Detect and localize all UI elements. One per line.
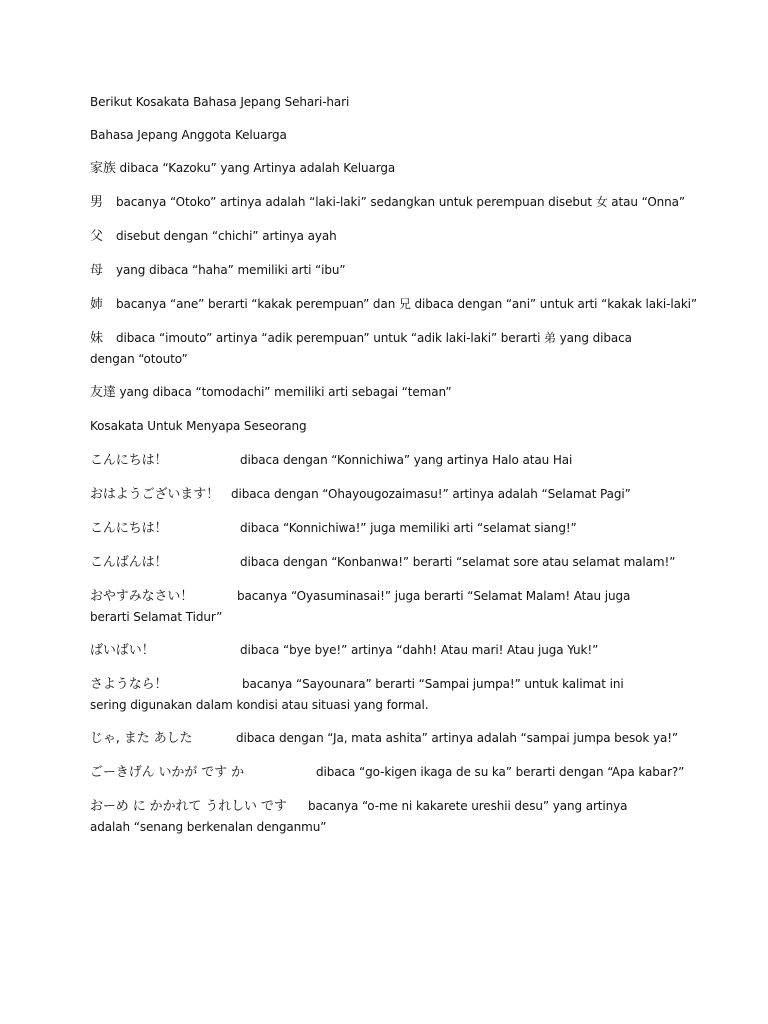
family-entry xyxy=(90,382,738,403)
meaning-text: dibaca “Kazoku” yang Artinya adalah Keluarga xyxy=(115,161,396,175)
family-entry xyxy=(90,328,656,369)
family-entry xyxy=(90,226,738,247)
section-title-greetings: Kosakata Untuk Menyapa Seseorang xyxy=(90,419,307,433)
greeting-entry xyxy=(90,586,658,627)
japanese-term: 男 xyxy=(90,195,103,210)
japanese-term: 友達 xyxy=(90,385,116,400)
meaning-text: bacanya “Oyasuminasai!” juga berarti “Selamat Malam! Atau juga berarti Selamat Tidur” xyxy=(90,589,631,624)
japanese-term: 妹 xyxy=(90,331,103,346)
meaning-text: dibaca “Konnichiwa!” juga memiliki arti “selamat siang!” xyxy=(240,521,577,535)
japanese-term: ごーきげん いかが です か xyxy=(90,765,244,780)
japanese-term: こんばんは！ xyxy=(90,555,168,570)
meaning-text: dibaca dengan “Konbanwa!” berarti “selamat sore atau selamat malam!” xyxy=(240,555,676,569)
meaning-text: dibaca “imouto” artinya “adik perempuan” untuk “adik laki-laki” berarti 弟 yang dibaca dengan “otouto” xyxy=(90,331,632,366)
japanese-term: ばいばい！ xyxy=(90,643,155,658)
greeting-entry xyxy=(90,552,738,573)
japanese-term: こんにちは！ xyxy=(90,521,168,536)
meaning-text: bacanya “Sayounara” berarti “Sampai jumpa!” untuk kalimat ini sering digunakan dalam kondisi atau situasi yang formal. xyxy=(90,677,624,712)
japanese-term: 父 xyxy=(90,229,103,244)
meaning-text: dibaca dengan “Ohayougozaimasu!” artinya adalah “Selamat Pagi” xyxy=(231,487,631,501)
japanese-term: おーめ に かかれて うれしい です xyxy=(90,799,287,814)
japanese-term: 母 xyxy=(90,263,103,278)
meaning-text: dibaca “bye bye!” artinya “dahh! Atau mari! Atau juga Yuk!” xyxy=(240,643,599,657)
japanese-term: こんにちは！ xyxy=(90,453,168,468)
meaning-text: yang dibaca “haha” memiliki arti “ibu” xyxy=(116,263,346,277)
meaning-text: dibaca dengan “Konnichiwa” yang artinya Halo atau Hai xyxy=(240,453,573,467)
greeting-entry xyxy=(90,796,656,837)
meaning-text: dibaca dengan “Ja, mata ashita” artinya adalah “sampai jumpa besok ya!” xyxy=(236,731,679,745)
greeting-entry xyxy=(90,762,738,783)
japanese-term: おはようございます！ xyxy=(90,487,220,502)
family-entry xyxy=(90,192,738,213)
japanese-term: おやすみなさい！ xyxy=(90,589,194,604)
greeting-entry xyxy=(90,674,646,715)
section-title-family: Bahasa Jepang Anggota Keluarga xyxy=(90,128,287,142)
meaning-text: dibaca “go-kigen ikaga de su ka” berarti dengan “Apa kabar?” xyxy=(316,765,685,779)
family-entry xyxy=(90,294,738,315)
japanese-term: 家族 xyxy=(90,161,116,176)
japanese-term: さようなら！ xyxy=(90,677,168,692)
japanese-term: じゃ, また あした xyxy=(90,731,193,746)
family-entry xyxy=(90,260,738,281)
meaning-text: bacanya “o-me ni kakarete ureshii desu” yang artinya adalah “senang berkenalan denganmu” xyxy=(90,799,628,834)
family-entry xyxy=(90,158,738,179)
meaning-text: disebut dengan “chichi” artinya ayah xyxy=(116,229,337,243)
greeting-entry xyxy=(90,640,738,661)
document-heading: Berikut Kosakata Bahasa Jepang Sehari-hari xyxy=(90,95,350,109)
greeting-entry xyxy=(90,450,738,471)
greeting-entry xyxy=(90,728,738,749)
japanese-term: 姉 xyxy=(90,297,103,312)
greeting-entry xyxy=(90,518,738,539)
meaning-text: bacanya “Otoko” artinya adalah “laki-laki” sedangkan untuk perempuan disebut 女 atau “Onna” xyxy=(116,195,686,209)
meaning-text: yang dibaca “tomodachi” memiliki arti sebagai “teman” xyxy=(115,385,452,399)
meaning-text: bacanya “ane” berarti “kakak perempuan” dan 兄 dibaca dengan “ani” untuk arti “kakak laki-laki” xyxy=(116,297,698,311)
greeting-entry xyxy=(90,484,738,505)
